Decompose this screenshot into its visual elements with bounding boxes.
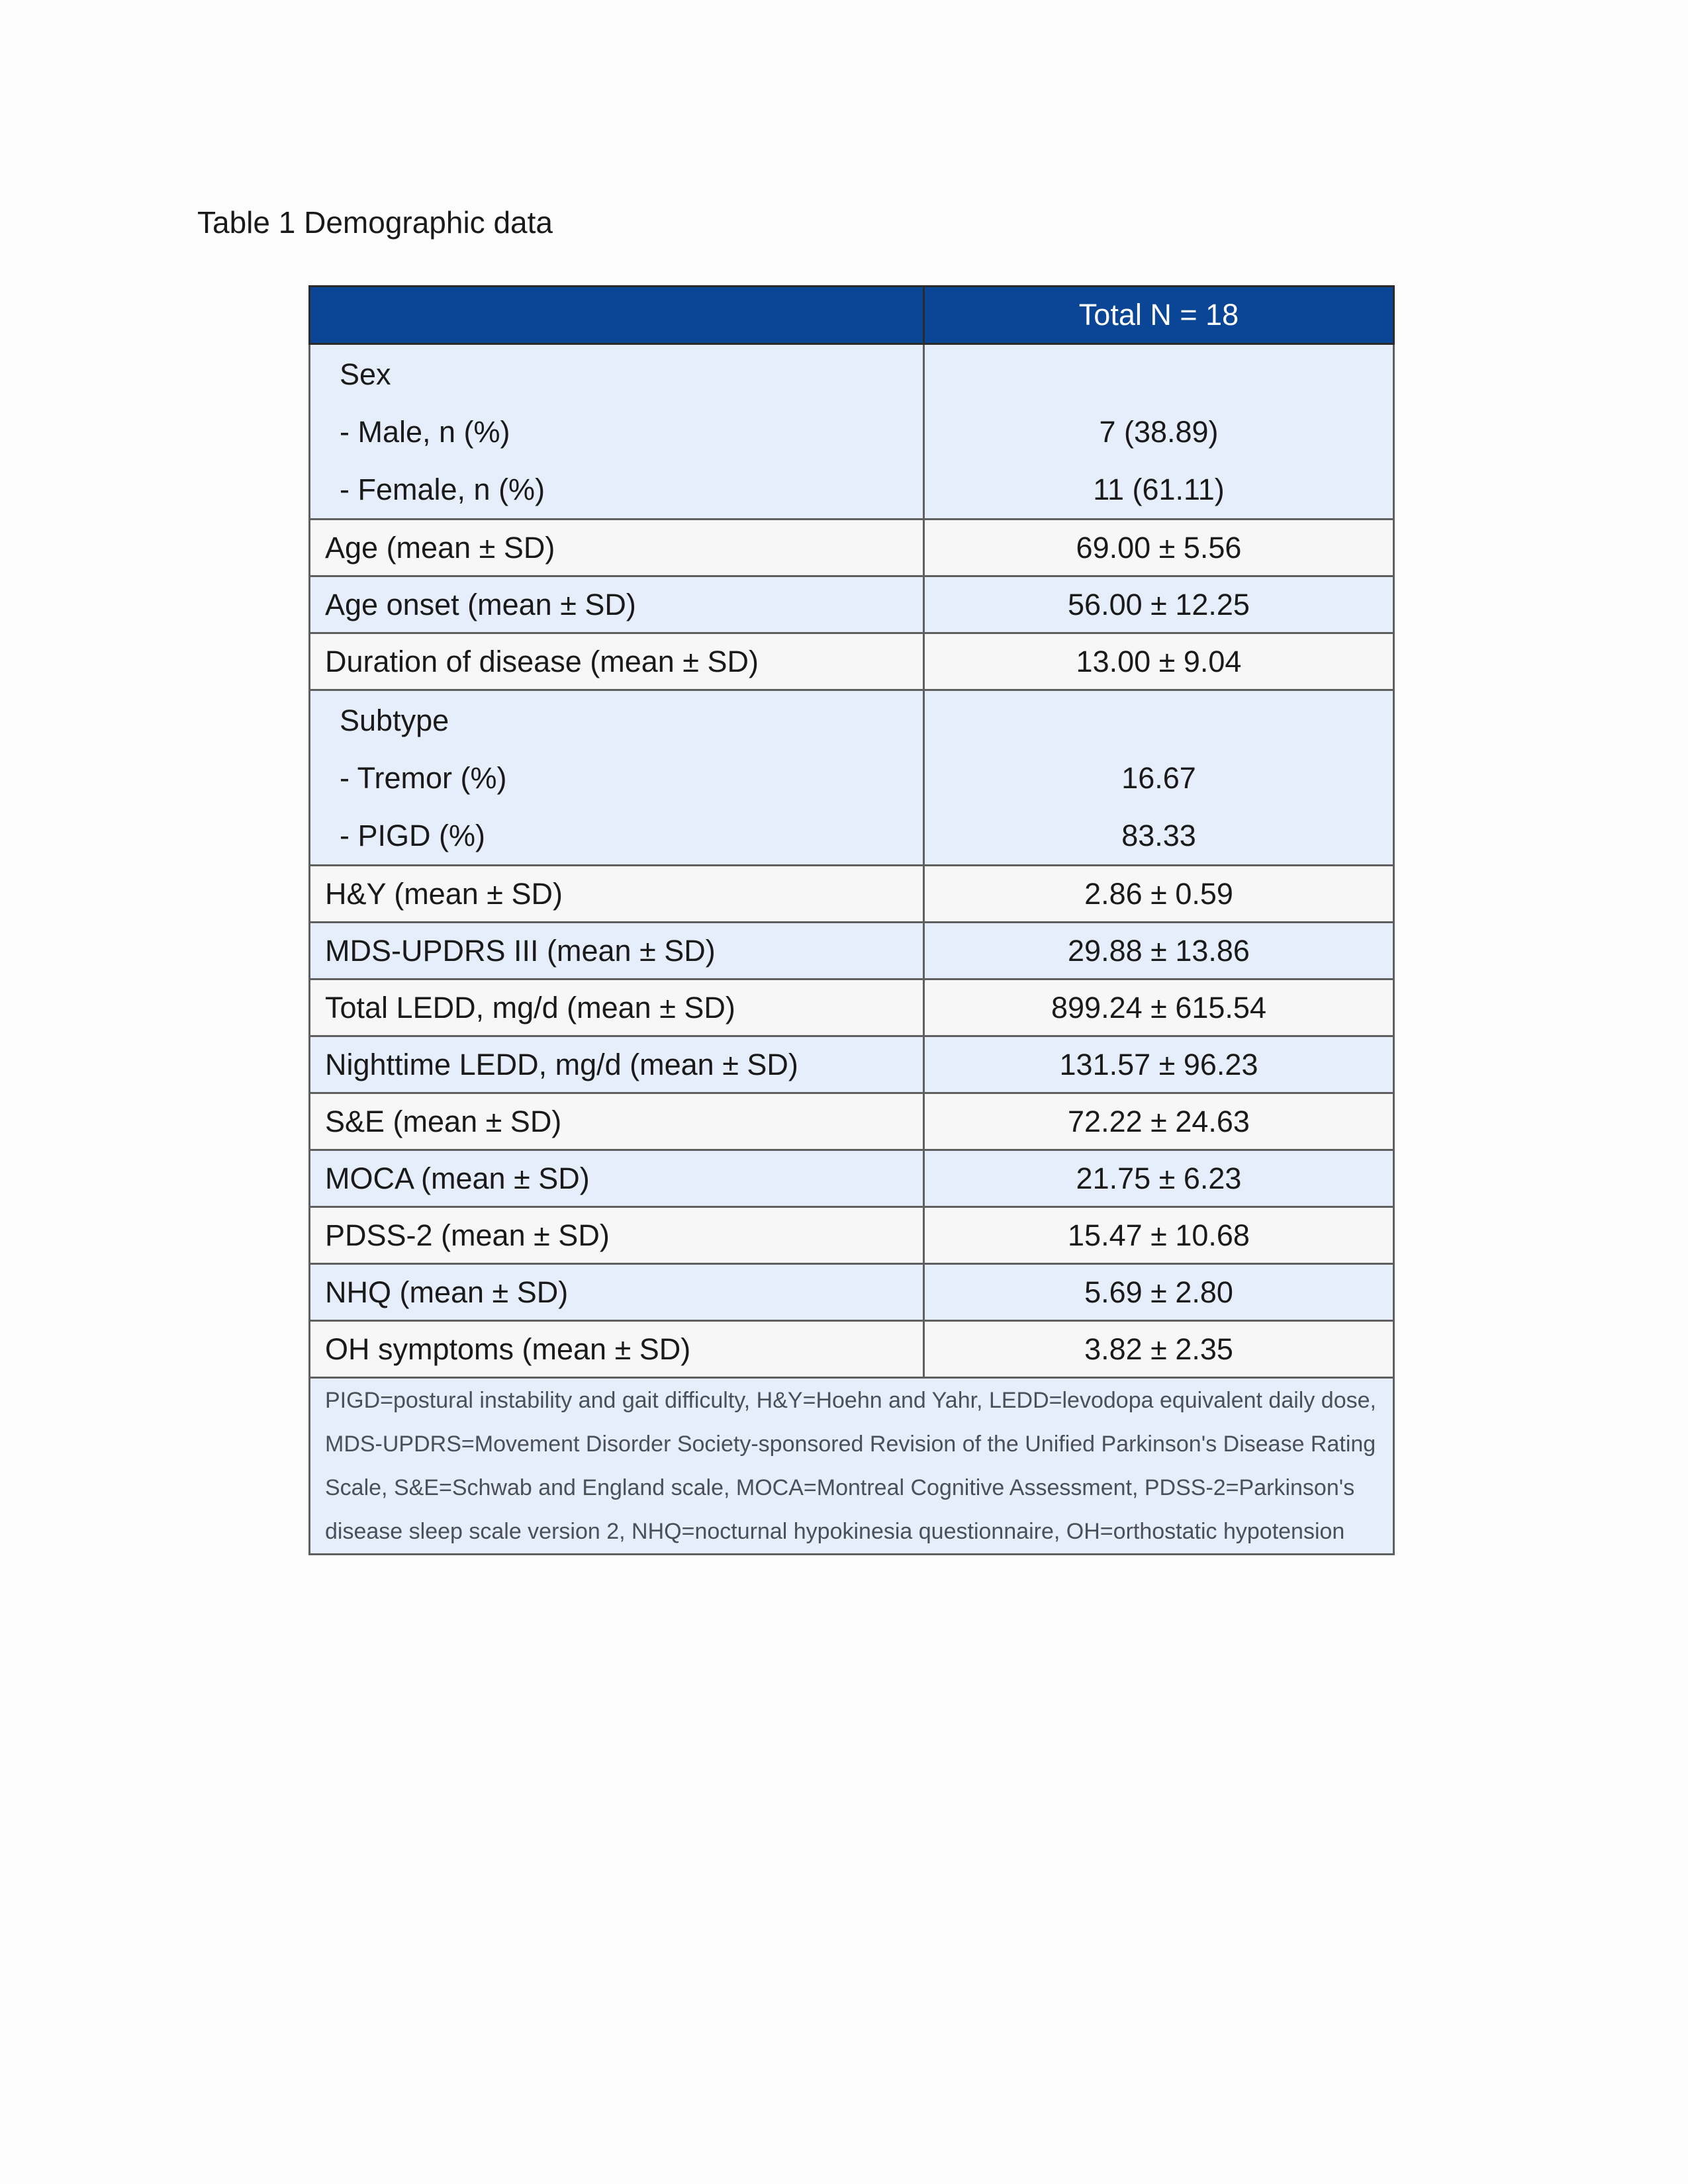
pigd-label: - PIGD (%) — [340, 818, 485, 852]
oh-value: 3.82 ± 2.35 — [924, 1321, 1394, 1378]
table-row-updrs — [310, 923, 1394, 979]
sex-label-cell — [310, 344, 924, 520]
hy-value: 2.86 ± 0.59 — [924, 866, 1394, 923]
pigd-value: 83.33 — [1121, 818, 1196, 852]
age-value: 69.00 ± 5.56 — [924, 520, 1394, 576]
se-label: S&E (mean ± SD) — [310, 1093, 924, 1150]
subtype-title: Subtype — [340, 703, 449, 737]
table-row-nhq — [310, 1264, 1394, 1321]
table-row-age — [310, 520, 1394, 576]
updrs-label: MDS-UPDRS III (mean ± SD) — [310, 923, 924, 979]
night-ledd-value: 131.57 ± 96.23 — [924, 1036, 1394, 1093]
table-row-footnote — [310, 1378, 1394, 1555]
nhq-value: 5.69 ± 2.80 — [924, 1264, 1394, 1321]
header-total-cell: Total N = 18 — [924, 287, 1394, 344]
oh-label: OH symptoms (mean ± SD) — [310, 1321, 924, 1378]
table-row-sex — [310, 344, 1394, 520]
male-label: - Male, n (%) — [340, 414, 510, 449]
moca-label: MOCA (mean ± SD) — [310, 1150, 924, 1207]
table-row-night-ledd — [310, 1036, 1394, 1093]
duration-label: Duration of disease (mean ± SD) — [310, 633, 924, 690]
table-row-moca — [310, 1150, 1394, 1207]
pdss2-value: 15.47 ± 10.68 — [924, 1207, 1394, 1264]
table-footnote: PIGD=postural instability and gait difficulty, H&Y=Hoehn and Yahr, LEDD=levodopa equivalent daily dose, MDS-UPDRS=Movement Disorder Society-sponsored Revision of the Unified Parkinson's Disease Rating Scale, S&E=Schwab and England scale, MOCA=Montreal Cognitive Assessment, PDSS-2=Parkinson's disease sleep scale version 2, NHQ=nocturnal hypokinesia questionnaire, OH=orthostatic hypotension — [310, 1378, 1394, 1555]
age-onset-label: Age onset (mean ± SD) — [310, 576, 924, 633]
table-caption: Table 1 Demographic data — [197, 205, 553, 240]
table-row-total-ledd — [310, 979, 1394, 1036]
sex-title-spacer — [939, 345, 1378, 403]
female-value: 11 (61.11) — [1093, 472, 1225, 506]
sex-title: Sex — [340, 357, 391, 391]
updrs-value: 29.88 ± 13.86 — [924, 923, 1394, 979]
duration-value: 13.00 ± 9.04 — [924, 633, 1394, 690]
female-label: - Female, n (%) — [340, 472, 545, 506]
table-row-duration — [310, 633, 1394, 690]
subtype-label-cell — [310, 690, 924, 866]
header-variable-cell — [310, 287, 924, 344]
table-row-pdss2 — [310, 1207, 1394, 1264]
age-onset-value: 56.00 ± 12.25 — [924, 576, 1394, 633]
nhq-label: NHQ (mean ± SD) — [310, 1264, 924, 1321]
total-ledd-value: 899.24 ± 615.54 — [924, 979, 1394, 1036]
tremor-label: - Tremor (%) — [340, 760, 507, 795]
tremor-value: 16.67 — [1121, 760, 1196, 795]
moca-value: 21.75 ± 6.23 — [924, 1150, 1394, 1207]
sex-value-cell — [924, 344, 1394, 520]
hy-label: H&Y (mean ± SD) — [310, 866, 924, 923]
table-row-subtype — [310, 690, 1394, 866]
subtype-value-cell — [924, 690, 1394, 866]
table-row-hy — [310, 866, 1394, 923]
table-header-row — [310, 287, 1394, 344]
table-row-age-onset — [310, 576, 1394, 633]
subtype-title-spacer — [939, 692, 1378, 749]
demographic-table — [308, 285, 1395, 1555]
pdss2-label: PDSS-2 (mean ± SD) — [310, 1207, 924, 1264]
male-value: 7 (38.89) — [1099, 414, 1219, 449]
total-ledd-label: Total LEDD, mg/d (mean ± SD) — [310, 979, 924, 1036]
age-label: Age (mean ± SD) — [310, 520, 924, 576]
night-ledd-label: Nighttime LEDD, mg/d (mean ± SD) — [310, 1036, 924, 1093]
table-row-oh — [310, 1321, 1394, 1378]
se-value: 72.22 ± 24.63 — [924, 1093, 1394, 1150]
table-row-se — [310, 1093, 1394, 1150]
